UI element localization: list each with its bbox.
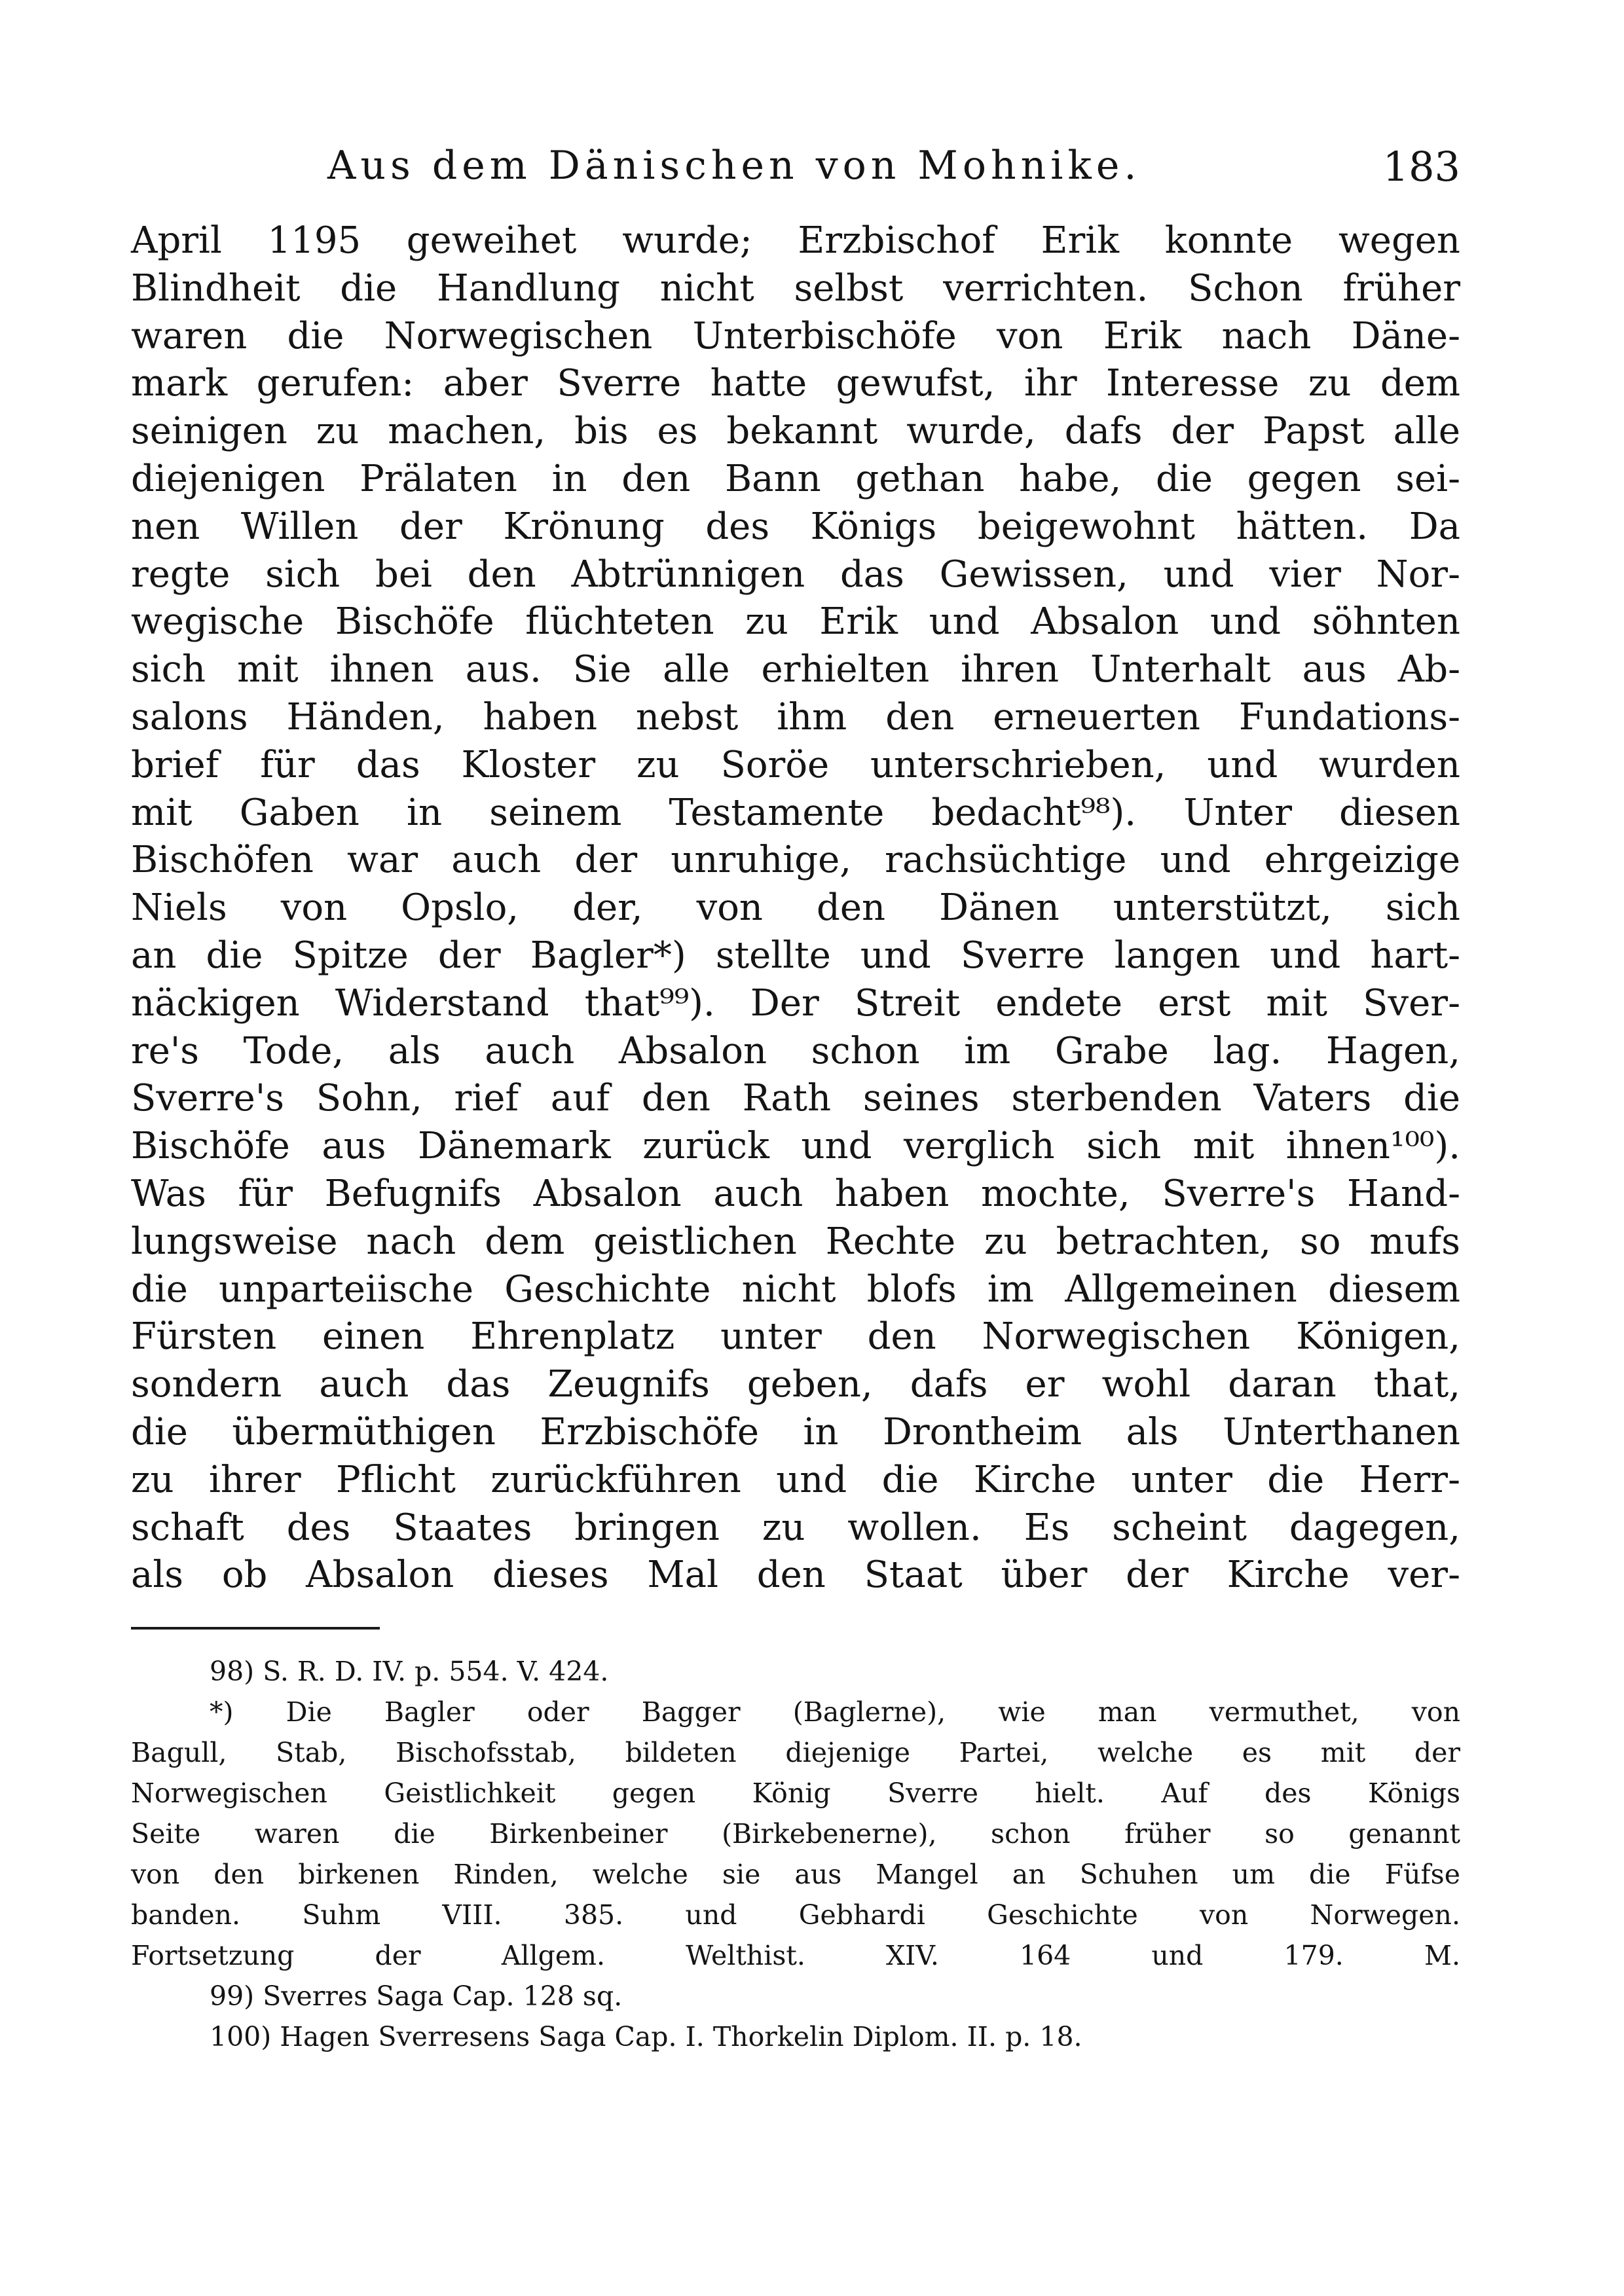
footnote-rule	[131, 1627, 380, 1630]
text-line: salons Händen, haben nebst ihm den erneuerten Fundations-	[131, 695, 1460, 738]
body-text	[131, 217, 1460, 1599]
page-number: 183	[1382, 143, 1460, 191]
footnote-star-line: Norwegischen Geistlichkeit gegen König Sverre hielt. Auf des Königs	[131, 1777, 1460, 1809]
text-line: mit Gaben in seinem Testamente bedacht⁹⁸). Unter diesen	[131, 791, 1460, 834]
page-header	[131, 143, 1460, 202]
text-line: die unparteiische Geschichte nicht blofs im Allgemeinen diesem	[131, 1267, 1460, 1311]
running-head: Aus dem Dänischen von Mohnike.	[327, 143, 1141, 189]
text-line: wegische Bischöfe flüchteten zu Erik und Absalon und söhnten	[131, 600, 1460, 644]
text-line: sich mit ihnen aus. Sie alle erhielten ihren Unterhalt aus Ab-	[131, 648, 1460, 691]
text-line: Sverre's Sohn, rief auf den Rath seines sterbenden Vaters die	[131, 1077, 1460, 1120]
text-line: Niels von Opslo, der, von den Dänen unterstützt, sich	[131, 886, 1460, 930]
footnote-star-line: banden. Suhm VIII. 385. und Gebhardi Geschichte von Norwegen.	[131, 1899, 1460, 1931]
text-line: re's Tode, als auch Absalon schon im Grabe lag. Hagen,	[131, 1029, 1460, 1072]
text-line: brief für das Kloster zu Soröe unterschrieben, und wurden	[131, 743, 1460, 786]
text-line: nen Willen der Krönung des Königs beigewohnt hätten. Da	[131, 505, 1460, 548]
text-line: lungsweise nach dem geistlichen Rechte zu betrachten, so mufs	[131, 1220, 1460, 1263]
footnote-star-line: von den birkenen Rinden, welche sie aus Mangel an Schuhen um die Füfse	[131, 1859, 1460, 1890]
text-line: waren die Norwegischen Unterbischöfe von Erik nach Däne-	[131, 314, 1460, 357]
footnote-star-line: Bagull, Stab, Bischofsstab, bildeten diejenige Partei, welche es mit der	[131, 1737, 1460, 1768]
text-line: Fürsten einen Ehrenplatz unter den Norwegischen Königen,	[131, 1315, 1460, 1358]
text-line: zu ihrer Pflicht zurückführen und die Kirche unter die Herr-	[131, 1458, 1460, 1501]
text-line: schaft des Staates bringen zu wollen. Es scheint dagegen,	[131, 1506, 1460, 1549]
footnote-star: *) Die Bagler oder Bagger (Baglerne), wie man vermuthet, von	[210, 1696, 1460, 1728]
text-line: sondern auch das Zeugnifs geben, dafs er wohl daran that,	[131, 1363, 1460, 1406]
footnote-star-line: Fortsetzung der Allgem. Welthist. XIV. 164 und 179. M.	[131, 1940, 1460, 1971]
text-line: Blindheit die Handlung nicht selbst verrichten. Schon früher	[131, 266, 1460, 310]
text-line: an die Spitze der Bagler*) stellte und Sverre langen und hart-	[131, 934, 1460, 977]
text-line: als ob Absalon dieses Mal den Staat über der Kirche ver-	[131, 1554, 1460, 1597]
text-line: regte sich bei den Abtrünnigen das Gewissen, und vier Nor-	[131, 553, 1460, 596]
footnote-98: 98) S. R. D. IV. p. 554. V. 424.	[210, 1656, 609, 1687]
footnote-100: 100) Hagen Sverresens Saga Cap. I. Thorkelin Diplom. II. p. 18.	[210, 2021, 1082, 2052]
footnote-star-line: Seite waren die Birkenbeiner (Birkebenerne), schon früher so genannt	[131, 1818, 1460, 1850]
text-line: Was für Befugnifs Absalon auch haben mochte, Sverre's Hand-	[131, 1172, 1460, 1215]
text-line: diejenigen Prälaten in den Bann gethan habe, die gegen sei-	[131, 457, 1460, 500]
text-line: näckigen Widerstand that⁹⁹). Der Streit endete erst mit Sver-	[131, 981, 1460, 1025]
text-line: April 1195 geweihet wurde; Erzbischof Erik konnte wegen	[131, 219, 1460, 262]
text-line: Bischöfen war auch der unruhige, rachsüchtige und ehrgeizige	[131, 839, 1460, 882]
footnotes	[131, 1651, 1460, 2057]
text-line: die übermüthigen Erzbischöfe in Drontheim als Unterthanen	[131, 1410, 1460, 1453]
text-line: mark gerufen: aber Sverre hatte gewufst, ihr Interesse zu dem	[131, 362, 1460, 405]
text-line: seinigen zu machen, bis es bekannt wurde, dafs der Papst alle	[131, 410, 1460, 453]
footnote-99: 99) Sverres Saga Cap. 128 sq.	[210, 1980, 623, 2012]
text-line: Bischöfe aus Dänemark zurück und verglich sich mit ihnen¹⁰⁰).	[131, 1125, 1460, 1168]
